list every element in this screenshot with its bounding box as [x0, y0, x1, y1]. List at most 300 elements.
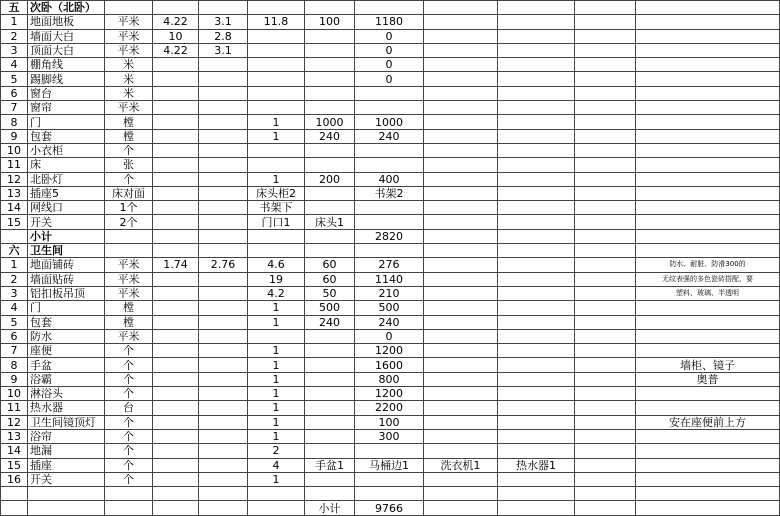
table-cell[interactable]: 1: [248, 358, 305, 372]
table-cell[interactable]: 12: [1, 172, 28, 186]
table-cell[interactable]: [636, 444, 780, 458]
table-cell[interactable]: 6: [1, 329, 28, 343]
table-cell[interactable]: 门口1: [248, 215, 305, 229]
table-cell[interactable]: 小计: [305, 501, 355, 515]
table-cell[interactable]: [498, 29, 575, 43]
table-cell[interactable]: [424, 72, 498, 86]
table-cell[interactable]: 安在座便前上方: [636, 415, 780, 429]
table-cell[interactable]: [498, 58, 575, 72]
table-cell[interactable]: 7: [1, 101, 28, 115]
table-cell[interactable]: [498, 286, 575, 300]
table-cell[interactable]: [424, 215, 498, 229]
table-cell[interactable]: 240: [355, 315, 424, 329]
table-cell[interactable]: 1: [248, 115, 305, 129]
table-cell[interactable]: [575, 201, 636, 215]
table-cell[interactable]: [153, 172, 199, 186]
table-cell[interactable]: [424, 344, 498, 358]
table-cell[interactable]: [105, 487, 153, 501]
table-cell[interactable]: [498, 344, 575, 358]
table-cell[interactable]: 9: [1, 129, 28, 143]
table-cell[interactable]: 个: [105, 344, 153, 358]
table-cell[interactable]: [636, 329, 780, 343]
table-cell[interactable]: 个: [105, 172, 153, 186]
table-cell[interactable]: [636, 229, 780, 243]
table-cell[interactable]: [575, 415, 636, 429]
table-cell[interactable]: 240: [305, 315, 355, 329]
table-cell[interactable]: [575, 258, 636, 272]
table-cell[interactable]: 踢脚线: [28, 72, 105, 86]
table-cell[interactable]: 500: [355, 301, 424, 315]
table-cell[interactable]: [498, 387, 575, 401]
table-cell[interactable]: [636, 86, 780, 100]
table-cell[interactable]: [199, 315, 248, 329]
table-cell[interactable]: 500: [305, 301, 355, 315]
table-cell[interactable]: [153, 143, 199, 157]
table-cell[interactable]: 0: [355, 329, 424, 343]
table-cell[interactable]: [199, 401, 248, 415]
table-cell[interactable]: [305, 229, 355, 243]
table-cell[interactable]: [1, 229, 28, 243]
table-cell[interactable]: [355, 444, 424, 458]
table-cell[interactable]: [636, 215, 780, 229]
table-cell[interactable]: [498, 444, 575, 458]
table-cell[interactable]: [248, 244, 305, 258]
table-cell[interactable]: 个: [105, 429, 153, 443]
table-cell[interactable]: [424, 115, 498, 129]
table-cell[interactable]: 100: [355, 415, 424, 429]
table-cell[interactable]: [498, 172, 575, 186]
table-cell[interactable]: [199, 201, 248, 215]
table-cell[interactable]: [153, 344, 199, 358]
table-cell[interactable]: 手盆1: [305, 458, 355, 472]
table-cell[interactable]: [248, 72, 305, 86]
table-cell[interactable]: [498, 72, 575, 86]
table-cell[interactable]: 平米: [105, 15, 153, 29]
table-cell[interactable]: 插座5: [28, 186, 105, 200]
table-cell[interactable]: [153, 244, 199, 258]
table-cell[interactable]: [636, 501, 780, 515]
table-cell[interactable]: 1200: [355, 387, 424, 401]
table-cell[interactable]: [199, 143, 248, 157]
table-cell[interactable]: [199, 272, 248, 286]
table-cell[interactable]: [498, 401, 575, 415]
table-cell[interactable]: 7: [1, 344, 28, 358]
table-cell[interactable]: 小衣柜: [28, 143, 105, 157]
table-cell[interactable]: [636, 1, 780, 15]
table-cell[interactable]: [153, 358, 199, 372]
table-cell[interactable]: 15: [1, 458, 28, 472]
table-cell[interactable]: [248, 158, 305, 172]
table-cell[interactable]: [498, 358, 575, 372]
table-cell[interactable]: 14: [1, 444, 28, 458]
table-cell[interactable]: [153, 101, 199, 115]
table-cell[interactable]: [305, 429, 355, 443]
table-cell[interactable]: 8: [1, 115, 28, 129]
table-cell[interactable]: 10: [1, 387, 28, 401]
table-cell[interactable]: [575, 301, 636, 315]
table-cell[interactable]: 400: [355, 172, 424, 186]
table-cell[interactable]: 2.8: [199, 29, 248, 43]
table-cell[interactable]: [636, 301, 780, 315]
table-cell[interactable]: [498, 487, 575, 501]
table-cell[interactable]: [153, 372, 199, 386]
table-cell[interactable]: 15: [1, 215, 28, 229]
table-cell[interactable]: [575, 458, 636, 472]
table-cell[interactable]: [636, 458, 780, 472]
table-cell[interactable]: [424, 86, 498, 100]
table-cell[interactable]: 4: [248, 458, 305, 472]
table-cell[interactable]: [498, 372, 575, 386]
table-cell[interactable]: [248, 487, 305, 501]
table-cell[interactable]: [424, 401, 498, 415]
table-cell[interactable]: [575, 172, 636, 186]
table-cell[interactable]: [199, 158, 248, 172]
table-cell[interactable]: [199, 487, 248, 501]
table-cell[interactable]: [575, 43, 636, 57]
table-cell[interactable]: [248, 143, 305, 157]
table-cell[interactable]: [424, 286, 498, 300]
table-cell[interactable]: [575, 115, 636, 129]
table-cell[interactable]: [153, 72, 199, 86]
table-cell[interactable]: 3: [1, 43, 28, 57]
table-cell[interactable]: 50: [305, 286, 355, 300]
table-cell[interactable]: 次卧（北卧）: [28, 1, 105, 15]
table-cell[interactable]: [575, 143, 636, 157]
table-cell[interactable]: 热水器1: [498, 458, 575, 472]
table-cell[interactable]: 塑料、玻璃、半透明: [636, 286, 780, 300]
table-cell[interactable]: [199, 372, 248, 386]
table-cell[interactable]: 2: [1, 272, 28, 286]
table-cell[interactable]: [636, 401, 780, 415]
table-cell[interactable]: 米: [105, 58, 153, 72]
table-cell[interactable]: [305, 201, 355, 215]
table-cell[interactable]: [153, 272, 199, 286]
table-cell[interactable]: 1: [248, 344, 305, 358]
table-cell[interactable]: 1000: [305, 115, 355, 129]
table-cell[interactable]: [199, 172, 248, 186]
table-cell[interactable]: [636, 186, 780, 200]
table-cell[interactable]: [575, 158, 636, 172]
table-cell[interactable]: 2820: [355, 229, 424, 243]
table-cell[interactable]: [199, 1, 248, 15]
table-cell[interactable]: [153, 329, 199, 343]
table-cell[interactable]: [424, 244, 498, 258]
table-cell[interactable]: [305, 415, 355, 429]
table-cell[interactable]: [105, 244, 153, 258]
table-cell[interactable]: 顶面大白: [28, 43, 105, 57]
table-cell[interactable]: [199, 244, 248, 258]
table-cell[interactable]: [305, 158, 355, 172]
table-cell[interactable]: [355, 201, 424, 215]
table-cell[interactable]: [424, 472, 498, 486]
table-cell[interactable]: 13: [1, 429, 28, 443]
table-cell[interactable]: [199, 501, 248, 515]
table-cell[interactable]: 3: [1, 286, 28, 300]
table-cell[interactable]: 包套: [28, 315, 105, 329]
table-cell[interactable]: 个: [105, 472, 153, 486]
table-cell[interactable]: [199, 229, 248, 243]
table-cell[interactable]: 13: [1, 186, 28, 200]
table-cell[interactable]: [305, 101, 355, 115]
table-cell[interactable]: [199, 415, 248, 429]
table-cell[interactable]: [424, 15, 498, 29]
table-cell[interactable]: [153, 501, 199, 515]
table-cell[interactable]: 床头1: [305, 215, 355, 229]
table-cell[interactable]: [498, 215, 575, 229]
table-cell[interactable]: [636, 15, 780, 29]
table-cell[interactable]: [636, 429, 780, 443]
table-cell[interactable]: 个: [105, 143, 153, 157]
table-cell[interactable]: [248, 29, 305, 43]
table-cell[interactable]: 11: [1, 401, 28, 415]
table-cell[interactable]: [248, 1, 305, 15]
table-cell[interactable]: 4.6: [248, 258, 305, 272]
table-cell[interactable]: 棚角线: [28, 58, 105, 72]
table-cell[interactable]: 19: [248, 272, 305, 286]
table-cell[interactable]: [153, 444, 199, 458]
table-cell[interactable]: [153, 487, 199, 501]
table-cell[interactable]: [248, 501, 305, 515]
table-cell[interactable]: 平米: [105, 329, 153, 343]
table-cell[interactable]: 9: [1, 372, 28, 386]
table-cell[interactable]: [305, 143, 355, 157]
table-cell[interactable]: [424, 101, 498, 115]
table-cell[interactable]: [355, 215, 424, 229]
table-cell[interactable]: 个: [105, 444, 153, 458]
table-cell[interactable]: [105, 229, 153, 243]
table-cell[interactable]: [153, 387, 199, 401]
table-cell[interactable]: [636, 115, 780, 129]
table-cell[interactable]: [498, 129, 575, 143]
table-cell[interactable]: [575, 286, 636, 300]
table-cell[interactable]: [305, 186, 355, 200]
table-cell[interactable]: [424, 487, 498, 501]
table-cell[interactable]: 1000: [355, 115, 424, 129]
table-cell[interactable]: [248, 329, 305, 343]
table-cell[interactable]: [424, 58, 498, 72]
table-cell[interactable]: 1: [248, 415, 305, 429]
table-cell[interactable]: [355, 158, 424, 172]
table-cell[interactable]: [575, 29, 636, 43]
table-cell[interactable]: [636, 29, 780, 43]
table-cell[interactable]: [575, 272, 636, 286]
table-cell[interactable]: [153, 472, 199, 486]
table-cell[interactable]: [199, 358, 248, 372]
table-cell[interactable]: [199, 72, 248, 86]
table-cell[interactable]: [424, 172, 498, 186]
table-cell[interactable]: 1180: [355, 15, 424, 29]
table-cell[interactable]: 床对面: [105, 186, 153, 200]
table-cell[interactable]: [355, 143, 424, 157]
table-cell[interactable]: [305, 329, 355, 343]
table-cell[interactable]: [199, 301, 248, 315]
table-cell[interactable]: 1: [1, 258, 28, 272]
table-cell[interactable]: 门: [28, 115, 105, 129]
table-cell[interactable]: [153, 415, 199, 429]
table-cell[interactable]: 防水、耐脏、防滑300的: [636, 258, 780, 272]
table-cell[interactable]: [575, 401, 636, 415]
table-cell[interactable]: 10: [153, 29, 199, 43]
table-cell[interactable]: [424, 501, 498, 515]
table-cell[interactable]: [498, 315, 575, 329]
table-cell[interactable]: [498, 472, 575, 486]
table-cell[interactable]: 热水器: [28, 401, 105, 415]
table-cell[interactable]: 网线口: [28, 201, 105, 215]
table-cell[interactable]: 台: [105, 401, 153, 415]
table-cell[interactable]: [305, 358, 355, 372]
table-cell[interactable]: [575, 101, 636, 115]
table-cell[interactable]: 2: [248, 444, 305, 458]
table-cell[interactable]: [498, 115, 575, 129]
table-cell[interactable]: [248, 58, 305, 72]
table-cell[interactable]: [636, 72, 780, 86]
table-cell[interactable]: [498, 101, 575, 115]
table-cell[interactable]: [424, 143, 498, 157]
table-cell[interactable]: 14: [1, 201, 28, 215]
table-cell[interactable]: [636, 172, 780, 186]
table-cell[interactable]: 平米: [105, 286, 153, 300]
table-cell[interactable]: [305, 487, 355, 501]
table-cell[interactable]: 窗帘: [28, 101, 105, 115]
table-cell[interactable]: 2: [1, 29, 28, 43]
table-cell[interactable]: [305, 58, 355, 72]
table-cell[interactable]: 开关: [28, 472, 105, 486]
table-cell[interactable]: 60: [305, 272, 355, 286]
table-cell[interactable]: 1个: [105, 201, 153, 215]
table-cell[interactable]: [355, 101, 424, 115]
table-cell[interactable]: 平米: [105, 258, 153, 272]
table-cell[interactable]: [424, 129, 498, 143]
table-cell[interactable]: 2个: [105, 215, 153, 229]
table-cell[interactable]: [153, 129, 199, 143]
table-cell[interactable]: [199, 344, 248, 358]
table-cell[interactable]: [575, 229, 636, 243]
table-cell[interactable]: [498, 143, 575, 157]
table-cell[interactable]: [424, 29, 498, 43]
table-cell[interactable]: [199, 472, 248, 486]
table-cell[interactable]: [424, 229, 498, 243]
table-cell[interactable]: 床头柜2: [248, 186, 305, 200]
table-cell[interactable]: [105, 501, 153, 515]
table-cell[interactable]: 平米: [105, 29, 153, 43]
table-cell[interactable]: [28, 501, 105, 515]
table-cell[interactable]: [498, 1, 575, 15]
table-cell[interactable]: 3.1: [199, 15, 248, 29]
table-cell[interactable]: [305, 344, 355, 358]
table-cell[interactable]: [575, 472, 636, 486]
table-cell[interactable]: 书架下: [248, 201, 305, 215]
table-cell[interactable]: 240: [355, 129, 424, 143]
table-cell[interactable]: [575, 429, 636, 443]
table-cell[interactable]: [498, 244, 575, 258]
table-cell[interactable]: 书架2: [355, 186, 424, 200]
table-cell[interactable]: [305, 43, 355, 57]
table-cell[interactable]: [199, 458, 248, 472]
table-cell[interactable]: [575, 315, 636, 329]
table-cell[interactable]: 个: [105, 358, 153, 372]
table-cell[interactable]: [575, 358, 636, 372]
table-cell[interactable]: [575, 244, 636, 258]
table-cell[interactable]: [199, 58, 248, 72]
table-cell[interactable]: [355, 86, 424, 100]
table-cell[interactable]: 1140: [355, 272, 424, 286]
table-cell[interactable]: 地漏: [28, 444, 105, 458]
table-cell[interactable]: [153, 229, 199, 243]
table-cell[interactable]: [498, 158, 575, 172]
table-cell[interactable]: [636, 472, 780, 486]
table-cell[interactable]: 0: [355, 43, 424, 57]
table-cell[interactable]: [424, 258, 498, 272]
table-cell[interactable]: [424, 301, 498, 315]
table-cell[interactable]: 276: [355, 258, 424, 272]
table-cell[interactable]: 平米: [105, 101, 153, 115]
table-cell[interactable]: 4: [1, 301, 28, 315]
table-cell[interactable]: [199, 329, 248, 343]
table-cell[interactable]: 0: [355, 29, 424, 43]
table-cell[interactable]: [105, 1, 153, 15]
table-cell[interactable]: 1: [248, 129, 305, 143]
table-cell[interactable]: 无纹表强的多色瓷砖搭配，要: [636, 272, 780, 286]
table-cell[interactable]: [248, 86, 305, 100]
table-cell[interactable]: 手盆: [28, 358, 105, 372]
table-cell[interactable]: 墙柜、镜子: [636, 358, 780, 372]
table-cell[interactable]: [1, 487, 28, 501]
table-cell[interactable]: 淋浴头: [28, 387, 105, 401]
table-cell[interactable]: [153, 186, 199, 200]
table-cell[interactable]: [424, 315, 498, 329]
table-cell[interactable]: 米: [105, 72, 153, 86]
table-cell[interactable]: [575, 86, 636, 100]
table-cell[interactable]: [199, 215, 248, 229]
table-cell[interactable]: 米: [105, 86, 153, 100]
table-cell[interactable]: 墙面贴砖: [28, 272, 105, 286]
table-cell[interactable]: [28, 487, 105, 501]
table-cell[interactable]: 奥普: [636, 372, 780, 386]
table-cell[interactable]: 3.1: [199, 43, 248, 57]
table-cell[interactable]: [424, 429, 498, 443]
table-cell[interactable]: 4.2: [248, 286, 305, 300]
table-cell[interactable]: 铝扣板吊顶: [28, 286, 105, 300]
table-cell[interactable]: [305, 472, 355, 486]
table-cell[interactable]: 北卧灯: [28, 172, 105, 186]
table-cell[interactable]: 200: [305, 172, 355, 186]
table-cell[interactable]: [424, 444, 498, 458]
table-cell[interactable]: [153, 115, 199, 129]
table-cell[interactable]: 卫生间镜顶灯: [28, 415, 105, 429]
table-cell[interactable]: [575, 387, 636, 401]
table-cell[interactable]: 1600: [355, 358, 424, 372]
table-cell[interactable]: [153, 58, 199, 72]
table-cell[interactable]: [199, 429, 248, 443]
table-cell[interactable]: [153, 215, 199, 229]
table-cell[interactable]: [575, 487, 636, 501]
table-cell[interactable]: [636, 487, 780, 501]
table-cell[interactable]: 个: [105, 415, 153, 429]
table-cell[interactable]: [305, 1, 355, 15]
table-cell[interactable]: [636, 43, 780, 57]
table-cell[interactable]: [153, 158, 199, 172]
table-cell[interactable]: 1: [248, 172, 305, 186]
table-cell[interactable]: [199, 115, 248, 129]
table-cell[interactable]: [424, 1, 498, 15]
table-cell[interactable]: 4.22: [153, 43, 199, 57]
table-cell[interactable]: 马桶边1: [355, 458, 424, 472]
table-cell[interactable]: [153, 286, 199, 300]
table-cell[interactable]: 窗台: [28, 86, 105, 100]
table-cell[interactable]: 0: [355, 58, 424, 72]
table-cell[interactable]: 1: [248, 387, 305, 401]
table-cell[interactable]: 100: [305, 15, 355, 29]
